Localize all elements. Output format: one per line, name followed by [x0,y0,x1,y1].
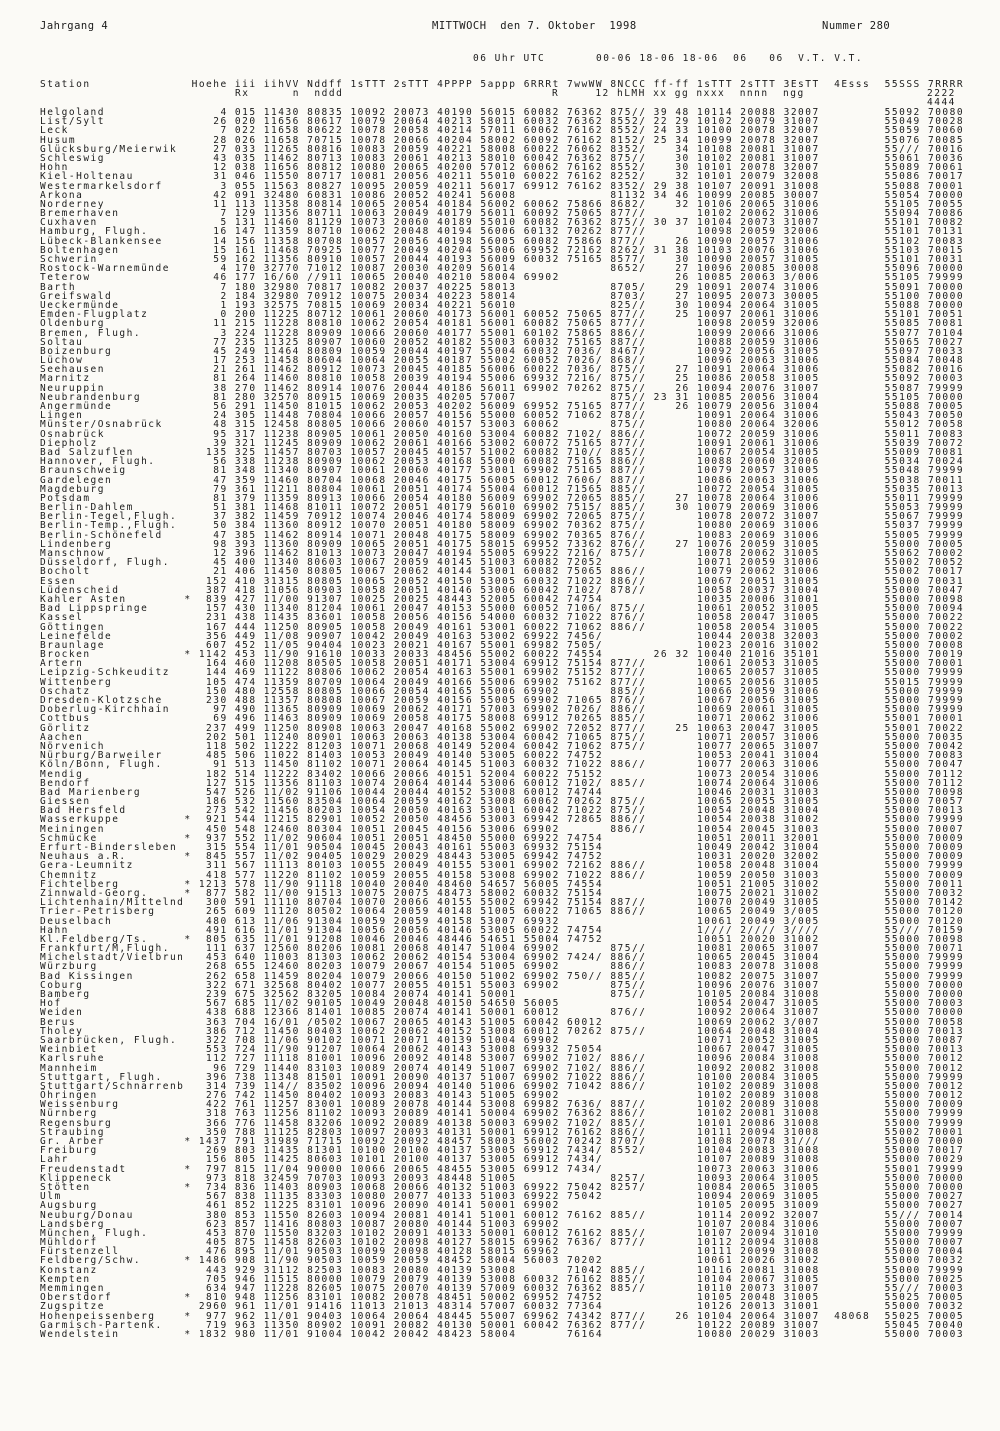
table-row: Ueckermünde 1 193 32575 70815 10069 20034 40221 56010 825// 30 10094 20064 31005 55088 70000 [40,299,965,311]
table-row: Schmücke * 937 552 11/02 90604 10051 20051 48450 55000 69922 74754 10051 20011 32001 55000 70009 [40,832,965,844]
table-row: Freudenstadt * 797 815 11/04 90000 10066 20065 48455 53005 69912 7434/ 10073 20063 31006 55001 79999 [40,1163,965,1175]
table-row: Lingen 24 305 11448 70804 10066 20057 40156 55000 60052 71062 878// 10091 20064 31006 55043 70050 [40,410,965,422]
table-row: Mühldorf 405 875 11458 82603 10102 20098 40127 58015 69962 7636/ 877// 10112 20094 31008 55000 70007 [40,1237,965,1249]
table-row: Potsdam 81 379 11359 80913 10066 20054 40180 56009 69902 72065 885// 27 10078 20064 31006 55011 79999 [40,492,965,504]
table-row: Fürstenzell 476 895 11/01 90503 10099 20098 40128 58015 69962 10111 20099 31008 55000 70004 [40,1246,965,1258]
table-row: Bocholt 21 406 11450 80805 10067 20062 40144 53001 60082 75065 886// 10079 20062 31006 55002 70017 [40,566,965,578]
table-row: München, Flugh. 453 870 11550 83203 10102 20091 40133 50001 60012 76162 885// 10107 20094 31010 55000 79999 [40,1227,965,1239]
table-row: Teterow 46 177 16/60 //911 10065 20040 40210 58004 69902 26 10085 20063 3/006 55105 79999 [40,272,965,284]
table-row: Feldberg/Schw. * 1486 908 11/90 90503 10059 20059 48452 58004 56003 70202 10061 20026 31002 55000 70032 [40,1255,965,1267]
date-label: MITTWOCH den 7. Oktober 1998 [432,20,637,32]
table-row: Nürburg/Barweiler 485 506 11022 81403 10053 20049 40140 53005 60022 74752 10053 20041 31004 55000 70083 [40,750,965,762]
table-row: Emden-Flugplatz 0 200 11225 80712 10061 20060 40173 56001 60052 75065 877// 25 10097 20061 31006 55101 70051 [40,309,965,321]
table-row: Michelstadt/Vielbrun 453 640 11003 81303 10062 20062 40154 53004 69902 7424/ 886// 10065 20045 31004 55000 79999 [40,952,965,964]
table-row: Magdeburg 79 361 11211 80804 10061 20051 40174 55004 60012 71565 885// 10072 20054 31005 55035 70013 [40,483,965,495]
table-row: Berus 363 704 16/01 /0502 10067 20065 40143 51005 60042 60012 10069 20062 3/007 55000 70058 [40,1016,965,1028]
table-row: Rostock-Warnemünde 4 170 32770 71012 10087 20030 40209 56014 8652/ 27 10096 20085 30008 55096 70000 [40,263,965,275]
table-row: Klippeneck 973 818 32459 70703 10093 20093 48448 51005 8257/ 10093 20064 31005 55000 70000 [40,1172,965,1184]
table-row: Neuburg/Donau 380 853 11550 82603 10094 20081 40141 51001 60012 76162 885// 10114 20092 32007 55/// 70014 [40,1209,965,1221]
column-header-row-3 [40,98,1000,107]
table-row: Konstanz 443 929 31112 82503 10083 20080 40139 53008 71042 885// 10116 20081 31008 55000 79999 [40,1264,965,1276]
table-row: Schwerin 59 162 11356 80910 10057 20044 40193 56009 60032 75165 8577/ 30 10090 20057 31005 55101 70031 [40,254,965,265]
table-row: Karlsruhe 112 727 11118 81001 10096 20092 40148 53007 69902 7102/ 886// 10096 20084 31008 55000 70012 [40,1053,965,1065]
table-row: Lahr 156 805 11425 80603 10101 20100 40137 53005 69912 7434/ 10107 20089 31008 55000 70029 [40,1154,965,1166]
table-row: Neuruppin 38 270 11462 80914 10076 20044 40186 56011 69902 70262 875// 26 10094 20076 31007 55087 79999 [40,382,965,394]
table-row: Diepholz 39 321 11245 80909 10062 20061 40166 53002 60072 75165 877// 10091 20061 31006 55039 70072 [40,437,965,449]
table-row: Leck 7 022 11658 80622 10078 20058 40214 57011 60062 76162 8552/ 24 33 10100 20078 32007 55059 70060 [40,125,965,137]
table-row: Tholey 386 712 11450 80403 10062 20062 40152 53008 60012 70262 875// 10064 20048 31004 55000 70013 [40,1025,965,1037]
table-row: Kempten 705 946 11515 80000 10079 20079 40139 53008 60032 76162 885// 10104 20067 31005 55000 70025 [40,1273,965,1285]
table-row: Brocken * 1142 453 11/90 91610 10033 20033 48456 55002 60022 74554 26 32 10040 21016 35101 55000 70019 [40,649,965,661]
table-row: Stötten * 734 836 11403 80903 10068 20066 40132 51003 69922 75042 8257/ 10084 20065 31005 55000 70000 [40,1181,965,1193]
table-row: Bad Kissingen 262 658 11459 80204 10079 20066 40150 51002 69902 750// 885// 10082 20075 31007 55000 79999 [40,970,965,982]
table-row: Soltau 77 235 11325 80907 10060 20052 40182 55003 60032 75165 887// 10088 20059 31006 55065 70027 [40,336,965,348]
table-row: Weissenburg 422 761 11257 83001 10089 20078 40144 53008 69982 7636/ 887// 10102 20089 31008 55000 70009 [40,1099,965,1111]
table-row: Hohenpeissenberg * 977 962 11/01 90403 10064 20064 48445 55007 69962 74342 877// 26 10104 20064 31007 48068 55025 70005 [40,1310,965,1322]
table-row: Marnitz 81 264 11460 80810 10058 20039 40194 55006 69932 7216/ 875// 25 10086 20058 31005 55092 70003 [40,373,965,385]
table-row: Stuttgart, Flugh. 396 738 11348 81501 10091 20090 40137 51007 69902 71022 886// 10100 20084 31005 55000 79999 [40,1071,965,1083]
table-row: Neubrandenburg 81 280 32570 80915 10069 20035 40205 57007 875// 23 31 10085 20056 31004 55105 70000 [40,391,965,403]
table-row: Doberlug-Kirchhain 97 490 11365 80909 10069 20062 40171 57003 69902 7026/ 886// 10069 20061 31005 55000 79999 [40,704,965,716]
column-header-row-1: Station Hoehe iii iihVV Nddff 1sTTT 2sTTT 4PPPP 5appp 6RRRt 7wwWW 8NCCC ff-ff 1sTTT 2sTTT 3EsTT 4Esss 55SSS 7RRRR [40,79,965,90]
table-row: Schleswig 43 035 11462 80713 10083 20061 40213 58010 60042 76362 875// 30 10102 20081 31007 55061 70036 [40,152,965,164]
table-row: Leinefelde 356 449 11/08 90907 10042 20049 40163 53002 69922 7456/ 10044 20038 32003 55000 70002 [40,630,965,642]
subheader-left: Rx n nddd [235,88,344,99]
table-row: Lichtenhain/Mittelnd 300 591 11110 80704 10070 20066 40155 55002 69942 75154 887// 10070 20049 31005 55000 70142 [40,897,965,909]
volume-label: Jahrgang 4 [40,20,109,32]
table-row: Fichtelberg * 1213 578 11/90 91118 10040 20040 48460 54657 56005 74554 10051 21005 31002 55000 70011 [40,878,965,890]
obs-time-label: 06 Uhr UTC [473,53,546,64]
table-row: Düsseldorf, Flugh. 45 400 11340 80603 10067 20059 40145 51003 60082 72052 10071 20059 31006 55002 70052 [40,557,965,569]
table-row: Oldenburg 11 215 11228 80810 10062 20054 40181 56001 60082 75065 877// 10098 20059 32006 55085 70081 [40,318,965,330]
table-row: Oberstdorf * 810 948 11256 83101 10082 20078 48451 50002 69952 74752 10105 20048 31005 55025 70005 [40,1292,965,1304]
table-row: Seehausen 21 261 11462 80912 10073 20045 40185 56006 60022 7036/ 875// 27 10091 20064 31006 55082 70016 [40,364,965,376]
time-period-header-row [40,54,1000,63]
table-row: Coburg 322 671 32568 80402 10077 20055 40151 55003 69902 875// 10096 20076 31007 55000 70000 [40,979,965,991]
table-row: Giessen 186 532 11560 83504 10064 20059 40162 53008 60062 70262 875// 10065 20055 31005 55000 70057 [40,796,965,808]
table-row: Hof 567 685 11/02 90105 10049 20048 40150 54650 56005 10054 20047 31005 55000 70003 [40,998,965,1010]
table-row: Erfurt-Bindersleben 315 554 11/01 90504 10045 20043 40161 55003 69932 75154 10049 20042 31004 55000 70009 [40,842,965,853]
table-row: Helgoland 4 015 11430 80835 10092 20073 40190 56015 60082 76362 875// 39 48 10114 20088 32007 55092 70080 [40,107,965,118]
table-row: Chemnitz 418 577 11220 81102 10059 20055 40158 53008 69902 71022 886// 10059 20050 31003 55000 70009 [40,869,965,881]
table-row: Meiningen 450 548 12460 80304 10051 20045 40156 53006 69902 886// 10054 20045 31003 55000 70007 [40,823,965,835]
issue-number-label: Nummer 280 [822,20,891,32]
table-row: Glücksburg/Meierwik 27 033 11265 80816 10083 20059 40221 58008 60022 76062 8352/ 34 10108 20081 31007 55/// 70016 [40,143,965,155]
table-row: Köln/Bonn, Flugh. 91 513 11450 81102 10071 20064 40145 51003 60032 71022 886// 10077 20063 31006 55000 70047 [40,759,965,771]
table-row: Nürnberg 318 763 11256 81102 10093 20089 40141 50004 69902 76362 886// 10102 20081 31008 55000 79999 [40,1108,965,1120]
table-row: Oschatz 150 480 12558 80805 10066 20054 40165 55006 69902 885// 10066 20059 31006 55000 79999 [40,685,965,697]
table-row: Weiden 438 688 12366 81401 10085 20074 40141 50001 60012 876// 10092 20064 31007 55000 70000 [40,1007,965,1019]
table-row: Garmisch-Partenk. 719 963 11350 80902 10091 20082 40130 50001 60042 76362 877// 10122 20089 31007 55045 70040 [40,1319,965,1331]
table-row: Hahn 491 616 11/01 91304 10056 20056 40146 53005 60022 74754 1//// 2//// 3//// 55/// 70159 [40,924,965,936]
table-row: Boltenhagen 15 161 11468 70925 10077 20049 40204 55006 69952 72162 8262/ 31 38 10103 20076 31006 55103 70015 [40,244,965,256]
table-row: Nörvenich 118 502 11222 81203 10071 20068 40149 52004 60042 71062 875// 10077 20065 31007 55000 70042 [40,740,965,752]
table-row: Göttingen 167 444 11250 80905 10058 20049 40161 53001 60022 71062 886// 10058 20054 31005 55000 70022 [40,621,965,633]
table-row: Bad Hersfeld 273 542 11456 80203 10054 20050 40163 53001 60042 71022 875// 10054 20048 31004 55000 70013 [40,805,965,817]
table-row: Wasserkuppe * 921 544 11215 82901 10052 20050 48456 53003 69942 72865 886// 10054 20038 31002 55000 79999 [40,814,965,826]
table-row: Augsburg 461 852 11225 83101 10096 20090 40141 50001 69902 10105 20095 31009 55000 70027 [40,1200,965,1212]
table-row: Bremerhaven 7 129 11356 80711 10063 20049 40179 56011 60092 75065 877// 10102 20062 31006 55094 70086 [40,208,965,220]
table-row: Wendelstein * 1832 980 11/01 91004 10042 20042 48423 58004 76164 10080 20029 31003 55000 70003 [40,1328,965,1340]
column-header-row-2 [40,89,1000,98]
table-row: Kahler Asten * 839 427 11/00 91307 10025 20025 48443 52005 60042 74754 10035 20006 31001 55000 70098 [40,593,965,605]
table-row: Hohn 12 038 11656 80812 10080 20065 40200 57012 60062 76162 8552/ 30 10101 20078 32007 55089 70061 [40,162,965,174]
table-row: Zinnwald-Georg. * 877 582 11/00 91513 10075 20075 48473 58002 60032 75154 10075 20021 31002 55000 70032 [40,887,965,899]
table-row: Bamberg 239 675 32562 83205 10084 20074 40141 50001 875// 10105 20084 31008 55000 70000 [40,989,965,1000]
table-row: Bendorf 127 515 11356 81103 10074 20064 40144 53006 60012 7102/ 885// 10074 20064 31006 55000 70112 [40,777,965,789]
table-row: Münster/Osnabrück 48 315 12458 80805 10066 20060 40157 53003 60062 875// 10080 20064 32006 55012 70058 [40,419,965,431]
table-row: Cuxhaven 5 131 11460 81129 10073 20060 40189 55010 60082 76362 875// 30 37 10104 20073 31007 55101 70082 [40,217,965,229]
table-row: Bremen, Flugh. 3 224 11228 80909 10066 20060 40177 55001 60102 75865 886// 10099 20066 31006 55077 70104 [40,327,965,339]
table-row: Lindenberg 98 393 11360 80909 10065 20051 40175 58015 69952 73362 876// 27 10076 20059 31005 55000 70005 [40,538,965,550]
table-row: Braunschweig 81 348 11340 80907 10061 20060 40177 53001 69902 75165 887// 10079 20057 31005 55048 79999 [40,465,965,477]
table-row: Essen 152 410 31315 80805 10065 20052 40150 53005 60032 71022 886// 10067 20051 31005 55000 70031 [40,575,965,587]
table-row: Braunlage 607 452 11/05 90404 10023 20021 40167 55001 69982 7505/ 10023 20016 31002 55000 70008 [40,639,965,651]
table-row: Gera-Leumnitz 311 567 11113 80103 10055 20049 40155 53001 69902 72162 886// 10058 20048 31004 55000 79999 [40,860,965,872]
table-row: Arkona 42 091 32480 60831 10086 20052 40241 56008 81132 34 46 10099 20085 30007 55054 70000 [40,189,965,201]
table-row: Ulm 567 838 11135 83303 10080 20077 40133 51003 69922 75042 10094 20069 31005 55000 70027 [40,1191,965,1203]
table-row: Regensburg 366 776 11458 83206 10092 20089 40138 50003 69902 7102/ 885// 10101 20086 31008 55000 79999 [40,1117,965,1129]
table-row: Manschnow 12 396 11462 81013 10073 20047 40194 55005 69922 7216/ 875// 10078 20062 31005 55062 70002 [40,548,965,559]
table-row: Berlin-Tegel,Flugh. 37 382 11459 70912 10074 20046 40174 58009 69902 72065 875// 10078 20072 31007 55067 79999 [40,511,965,523]
table-row: Bad Salzuflen 135 325 11457 80703 10057 20045 40157 51002 60082 710// 885// 10067 20054 31005 55009 70081 [40,446,965,458]
page-header [40,20,1000,34]
table-row: Artern 164 460 11208 80505 10058 20051 40171 53004 69912 75154 877// 10061 20053 31005 55000 70001 [40,658,965,670]
table-row: Frankfurt/M,Flugh. 111 637 12560 80206 10081 20068 40147 51004 69902 875// 10081 20065 31007 55000 70071 [40,943,965,955]
table-row: Neuhaus a.R. * 845 557 11/02 90405 10029 20029 48443 53005 69942 74752 10031 20020 32002 55000 70009 [40,851,965,863]
station-table [40,108,1000,1339]
table-row: Angermünde 56 291 11450 81015 10062 20053 40202 56009 69952 75165 877// 26 10079 20056 31004 55088 70005 [40,401,965,412]
table-row: Görlitz 237 499 11250 80908 10063 20047 40168 55002 69902 72052 877// 25 10063 20047 31005 55001 70022 [40,722,965,734]
table-row: Gr. Arber * 1437 791 31989 71715 10092 20092 48457 58003 56002 70242 8707/ 10108 20078 31/// 55000 70000 [40,1136,965,1147]
subheader-2222: 2222 [927,88,956,99]
table-row: Bad Lippspringe 157 430 11340 81204 10061 20047 40153 55000 60052 7106/ 875// 10061 20052 31005 55000 70094 [40,603,965,615]
table-row: Husum 28 026 11658 70715 10078 20066 40204 58002 60092 76162 8152/ 25 34 10099 20078 32007 55076 70085 [40,134,965,146]
table-row: Kassel 231 438 11435 83601 10058 20056 40156 54000 60032 71022 876// 10058 20047 31005 55000 70022 [40,612,965,624]
table-row: Barth 7 180 32980 70817 10082 20037 40225 58013 8705/ 29 10091 20074 31006 55091 70000 [40,281,965,293]
table-row: Deuselbach 480 613 11/06 91304 10059 20059 40158 53007 69932 10061 20049 3/005 55000 70120 [40,915,965,927]
table-row: Trier-Petrisberg 265 609 11120 80502 10064 20059 40148 51005 60022 71065 886// 10065 20049 3/005 55000 70120 [40,906,965,918]
table-row: Dresden-Klotzsche 230 488 11357 80808 10067 20059 40156 55005 69902 71065 876// 10067 20056 31005 55000 79999 [40,695,965,706]
table-row: Cottbus 69 496 11463 80909 10069 20058 40175 58008 69912 70265 885// 10071 20062 31006 55001 70001 [40,713,965,725]
table-row: Freiburg 269 803 11435 81301 10100 20100 40137 53005 69912 7434/ 8552/ 10104 20083 31008 55000 70017 [40,1145,965,1157]
table-row: Landsberg 623 857 11416 80803 10087 20080 40144 51003 69902 10107 20084 31006 55000 70007 [40,1218,965,1230]
table-row: Hamburg, Flugh. 16 147 11359 80710 10062 20048 40194 56006 60132 70262 877// 10098 20059 32006 55101 70131 [40,226,965,238]
table-row: Berlin-Dahlem 51 381 11468 81011 10072 20051 40179 56010 69902 7515/ 885// 30 10079 20069 31006 55053 79999 [40,502,965,514]
table-row: Gardelegen 47 359 11460 80704 10068 20046 40175 56005 60012 7606/ 887// 10086 20063 31006 55038 70011 [40,474,965,486]
table-row: Würzburg 268 655 12460 80203 10079 20067 40154 51005 69902 886// 10083 20078 31008 55000 79999 [40,961,965,973]
table-row: Norderney 11 113 11358 80814 10065 20054 40184 56002 60062 75866 8682/ 32 10106 20065 31006 55105 70055 [40,198,965,210]
table-row: Wittenberg 105 474 11359 80709 10064 20049 40166 55006 69902 75162 877// 10065 20056 31005 55015 79999 [40,676,965,688]
table-row: Bad Marienberg 547 526 11/02 91106 10044 20044 40152 53008 60012 74744 10046 20031 31003 55000 70098 [40,786,965,798]
table-row: Weinbiet 553 724 11/90 91207 10064 20062 40143 53008 69932 75054 10067 20047 31005 55000 70013 [40,1044,965,1056]
table-row: Straubing 350 788 11125 82803 10097 20093 40131 50001 69912 76162 886// 10111 20094 31008 55002 70001 [40,1126,965,1138]
table-row: Aachen 202 501 11240 80901 10063 20063 40138 53004 60042 71065 875// 10071 20057 31006 55000 70035 [40,731,965,743]
table-row: Öhringen 276 742 11450 80402 10093 20083 40143 51005 69902 10102 20089 31008 55000 70012 [40,1090,965,1102]
table-row: Berlin-Temp.,Flugh. 50 384 11360 80912 10070 20051 40180 58009 69902 70362 875// 10080 20069 31006 55037 79999 [40,520,965,532]
table-row: Saarbrücken, Flugh. 322 708 11/06 90102 10071 20071 40139 51004 69902 10071 20052 31005 55000 70087 [40,1034,965,1046]
table-row: Lüchow 17 253 11458 80604 10064 20055 40187 55002 60052 7026/ 868// 10096 20063 31006 55084 70048 [40,355,965,367]
table-row: Kiel-Holtenau 31 046 11550 80717 10081 20056 40211 55010 60022 76162 8252/ 32 10101 20079 32008 55086 70017 [40,171,965,183]
table-row: Mannheim 96 729 11440 83103 10089 20074 40149 51007 69902 7102/ 886// 10092 20082 31008 55000 70012 [40,1062,965,1074]
table-row: Lüdenscheid 387 418 11056 80903 10058 20051 40146 53006 60042 7102/ 878// 10058 20037 31004 55000 70047 [40,584,965,596]
table-row: Zugspitze 2960 961 11/01 91416 11013 21013 48314 57007 60032 77364 10126 20013 31001 55000 70032 [40,1301,965,1313]
table-row: Hannover, Flugh. 56 338 11238 80909 10062 20053 40168 55000 60082 75165 886// 10088 20060 32006 55034 70024 [40,456,965,468]
table-row: Greifswald 2 184 32980 70912 10075 20034 40223 58014 8703/ 27 10095 20073 30005 55100 70000 [40,290,965,302]
table-row: Berlin-Schönefeld 47 385 11462 80914 10071 20048 40175 58009 69902 70365 876// 10083 20069 31006 55005 79999 [40,529,965,541]
table-row: Mendig 182 514 11222 83402 10066 20066 40151 52004 60022 75152 10073 20054 31006 55000 70112 [40,768,965,780]
table-row: Boizenburg 45 249 11464 80809 10059 20044 40197 55004 60032 7036/ 8467/ 10092 20056 31005 55097 70033 [40,345,965,357]
table-row: Osnabrück 95 317 11238 80905 10061 20050 40160 53004 60082 7102/ 886// 10072 20059 31006 55011 70083 [40,428,965,440]
table-row: Westermarkelsdorf 3 055 11563 80827 10095 20059 40211 56017 69912 76162 8352/ 29 38 10107 20091 31008 55088 70001 [40,180,965,192]
period-labels: 00-06 18-06 18-06 06 06 V.T. V.T. [596,53,864,64]
subheader-4444: 4444 [927,97,956,108]
table-row: Kl.Feldberg/Ts. * 805 635 11/01 91208 10046 20046 48446 54651 55004 74752 10051 20020 31002 55000 70098 [40,933,965,945]
table-row: Stuttgart/Schnarrenb 314 739 114// 83502 10096 20094 40140 51006 69902 71042 886// 10102 20089 31008 55000 70012 [40,1080,965,1092]
table-row: Memmingen 634 947 11228 82605 10075 20070 40139 57009 60032 76362 885// 10110 20073 31007 55/// 70003 [40,1283,965,1294]
table-row: Leipzig-Schkeuditz 144 469 11122 80806 10062 20054 40163 55001 69902 75152 877// 10065 20057 31005 55000 79999 [40,667,965,679]
table-row: Lübeck-Blankensee 14 156 11358 80708 10057 20056 40198 56005 60082 75866 877// 26 10090 20057 31006 55102 70083 [40,235,965,247]
subheader-right: R 12 hLMH xx gg nxxx nnnn ngg [552,88,805,99]
table-row: List/Sylt 26 020 11656 80617 10079 20064 40213 58011 60032 76362 8552/ 22 29 10102 20079 31007 55049 70028 [40,116,965,128]
